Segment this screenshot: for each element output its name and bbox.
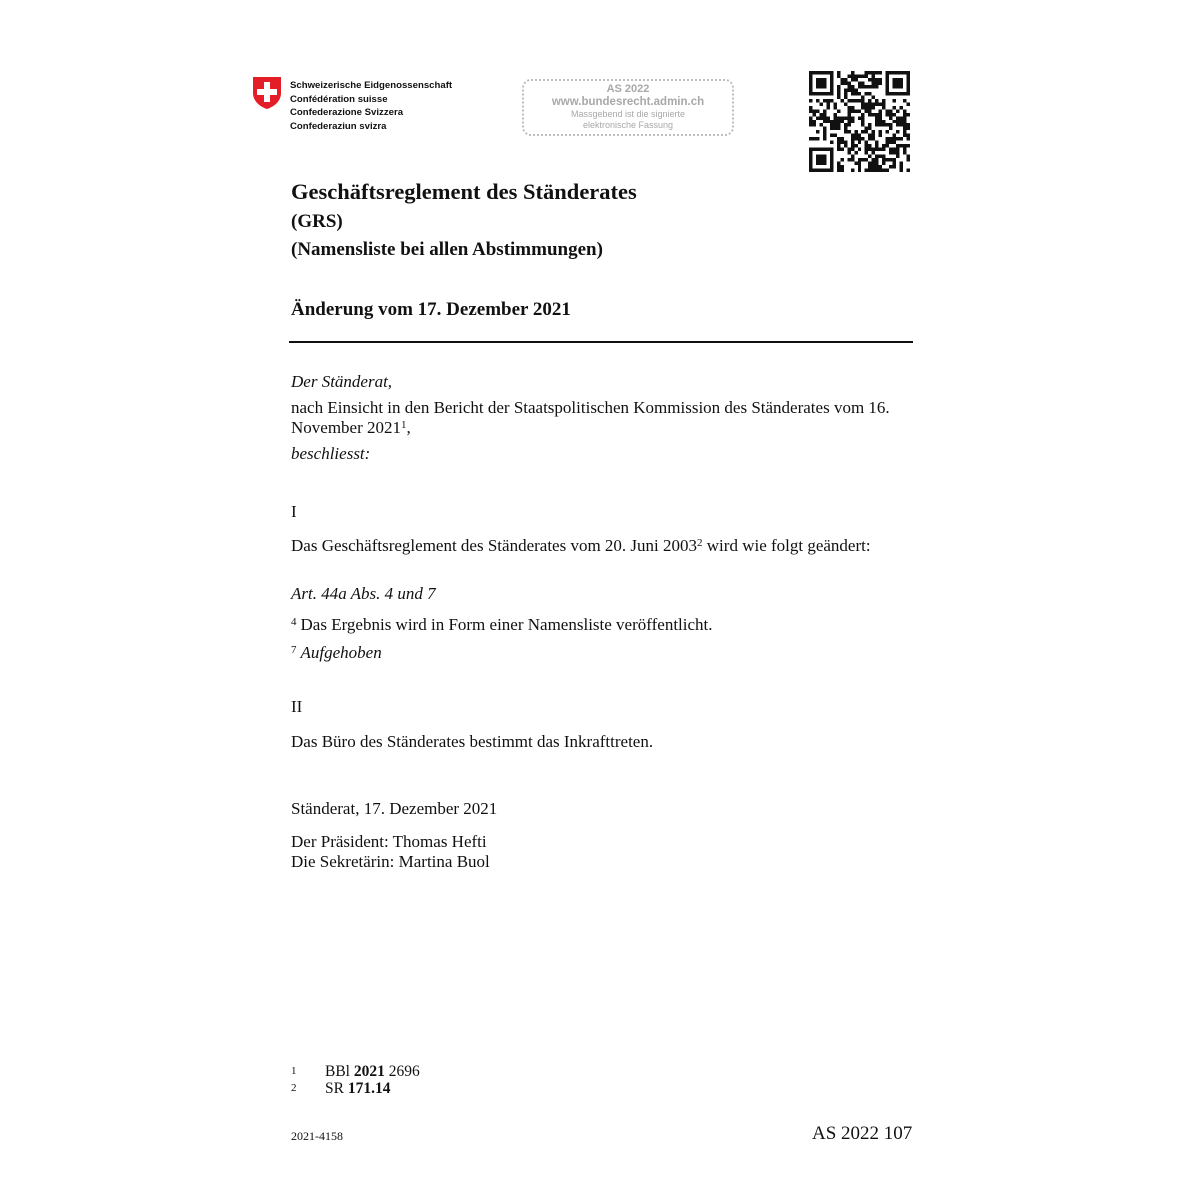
footnote-2-text [325,1080,390,1097]
stamp-url[interactable]: www.bundesrecht.admin.ch [551,96,705,108]
preamble-subject: Der Ständerat, [291,372,393,391]
section-1-body: Das Geschäftsreglement des Ständerates vom 20. Juni 2003 [291,536,698,555]
footnote-1-page: 2696 [384,1063,420,1080]
document-subtitle: (Namensliste bei allen Abstimmungen) [291,239,603,260]
preamble-end: , [406,418,411,437]
paragraph-7-number: 7 [291,644,297,656]
footnote-1-prefix: BBl [325,1063,354,1080]
article-heading: Art. 44a Abs. 4 und 7 [291,584,436,603]
confederation-name-rm: Confederaziun svizra [290,120,387,132]
confederation-name-it: Confederazione Svizzera [290,107,404,118]
paragraph-4-number: 4 [291,616,297,628]
preamble-text [291,398,901,438]
footnote-2-prefix: SR [325,1080,348,1097]
signature-president: Der Präsident: Thomas Hefti [291,832,487,851]
preamble-body: nach Einsicht in den Bericht der Staatspolitischen Kommission des Ständerates vom 16. November 2021 [291,398,890,437]
confederation-names [290,79,452,133]
qr-code-icon [809,71,910,172]
stamp-collection: AS 2022 [606,83,650,95]
footnote-ref-2[interactable]: 2 [697,537,703,549]
section-2-text: Das Büro des Ständerates bestimmt das Inkrafttreten. [291,732,654,751]
confederation-name-fr: Confédération suisse [290,93,388,105]
document-abbreviation: (GRS) [291,211,343,232]
footnote-ref-1[interactable]: 1 [401,419,407,431]
document-title: Geschäftsreglement des Ständerates [291,179,637,204]
paragraph-4 [291,612,713,635]
section-1-end: wird wie folgt geändert: [702,536,871,555]
amendment-date: Änderung vom 17. Dezember 2021 [291,299,571,320]
section-number-2: II [291,697,303,716]
preamble-decision: beschliesst: [291,444,371,463]
paragraph-7 [291,640,382,663]
section-1-text [291,536,871,556]
footnote-1-text [325,1063,420,1080]
confederation-name-de: Schweizerische Eidgenossenschaft [290,80,453,91]
stamp-note-line1: Massgebend ist die signierte [570,109,686,119]
document-number: 2021-4158 [291,1129,343,1143]
footnote-2-number: 2 [291,1082,297,1094]
section-number-1: I [291,502,297,521]
official-publication-stamp [522,79,734,136]
footnote-2-number-sr: 171.14 [347,1080,391,1097]
footnote-1-year: 2021 [353,1063,385,1080]
paragraph-4-text: Das Ergebnis wird in Form einer Namensliste veröffentlicht. [300,615,713,634]
paragraph-7-text: Aufgehoben [300,643,382,662]
signature-secretary: Die Sekretärin: Martina Buol [291,852,490,871]
title-divider [289,341,913,343]
footnote-1-number: 1 [291,1065,297,1077]
as-reference: AS 2022 107 [812,1123,913,1144]
swiss-cross-emblem-icon [252,76,282,110]
stamp-note-line2: elektronische Fassung [582,119,674,130]
signature-place-date: Ständerat, 17. Dezember 2021 [291,799,498,818]
